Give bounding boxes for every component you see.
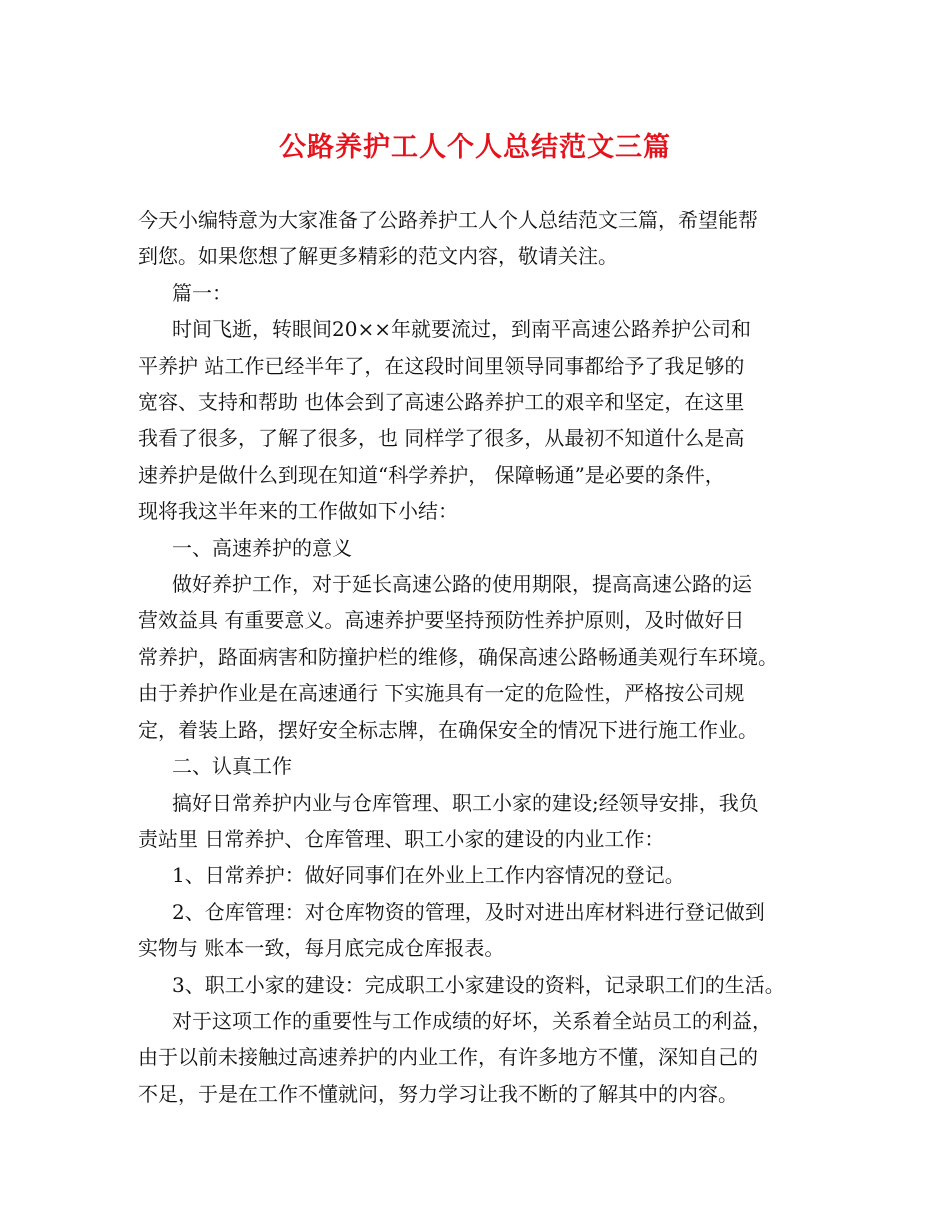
- body-line: 现将我这半年来的工作做如下小结：: [138, 499, 458, 524]
- document-title: 公路养护工人个人总结范文三篇: [279, 132, 671, 163]
- body-line: 一、高速养护的意义: [172, 535, 352, 560]
- body-line: 定，着装上路，摆好安全标志牌，在确保安全的情况下进行施工作业。: [138, 717, 758, 742]
- body-line: 实物与 账本一致，每月底完成仓库报表。: [138, 936, 505, 961]
- body-line: 营效益具 有重要意义。高速养护要坚持预防性养护原则，及时做好日: [138, 608, 745, 633]
- body-line: 我看了很多，了解了很多，也 同样学了很多，从最初不知道什么是高: [138, 426, 745, 451]
- body-line: 2、仓库管理：对仓库物资的管理，及时对进出库材料进行登记做到: [172, 899, 765, 924]
- body-line: 速养护是做什么到现在知道“科学养护， 保障畅通”是必要的条件，: [138, 462, 725, 487]
- body-line: 搞好日常养护内业与仓库管理、职工小家的建设;经领导安排，我负: [172, 790, 759, 815]
- body-line: 平养护 站工作已经半年了，在这段时间里领导同事都给予了我足够的: [138, 353, 745, 378]
- document-body: [138, 202, 828, 1112]
- body-line: 二、认真工作: [172, 754, 292, 779]
- body-line: 宽容、支持和帮助 也体会到了高速公路养护工的艰辛和坚定，在这里: [138, 390, 745, 415]
- body-line: 做好养护工作，对于延长高速公路的使用期限，提高高速公路的运: [172, 572, 752, 597]
- body-line: 责站里 日常养护、仓库管理、职工小家的建设的内业工作：: [138, 826, 665, 851]
- body-line: 不足，于是在工作不懂就问，努力学习让我不断的了解其中的内容。: [138, 1081, 738, 1106]
- body-line: 时间飞逝，转眼间20××年就要流过，到南平高速公路养护公司和: [172, 317, 751, 342]
- body-line: 到您。如果您想了解更多精彩的范文内容，敬请关注。: [138, 244, 618, 269]
- body-line: 常养护，路面病害和防撞护栏的维修，确保高速公路畅通美观行车环境。: [138, 644, 778, 669]
- body-line: 由于以前未接触过高速养护的内业工作，有许多地方不懂，深知自己的: [138, 1045, 758, 1070]
- body-line: 3、职工小家的建设：完成职工小家建设的资料，记录职工们的生活。: [172, 972, 785, 997]
- body-line: 由于养护作业是在高速通行 下实施具有一定的危险性，严格按公司规: [138, 681, 745, 706]
- body-line: 对于这项工作的重要性与工作成绩的好坏，关系着全站员工的利益，: [172, 1008, 772, 1033]
- body-line: 今天小编特意为大家准备了公路养护工人个人总结范文三篇，希望能帮: [138, 208, 758, 232]
- body-line: 1、日常养护：做好同事们在外业上工作内容情况的登记。: [172, 863, 685, 888]
- body-line: 篇一：: [172, 280, 232, 305]
